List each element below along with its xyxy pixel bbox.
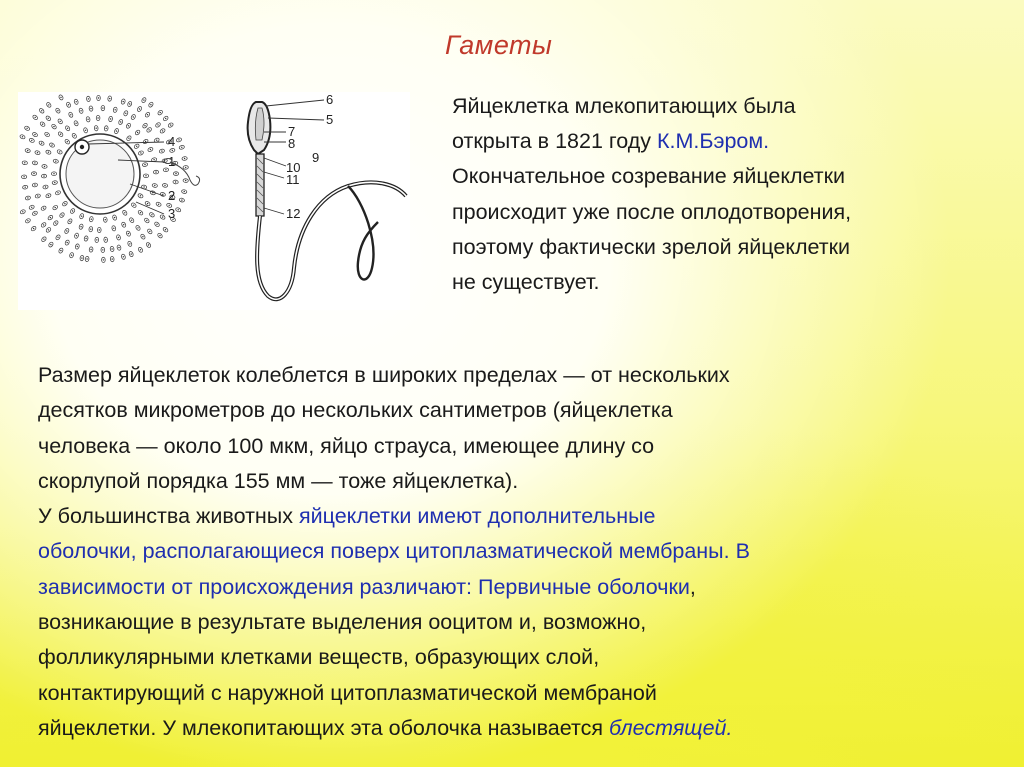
corona-cell-nucleus: [175, 181, 176, 182]
corona-cell-nucleus: [22, 136, 23, 137]
corona-cell-nucleus: [46, 134, 47, 135]
intro-line-1: Яйцеклетка млекопитающих была: [452, 94, 796, 118]
corona-cell-nucleus: [155, 171, 156, 172]
corona-cell-nucleus: [43, 239, 44, 240]
corona-cell-nucleus: [115, 109, 116, 110]
corona-cell-nucleus: [157, 124, 158, 125]
corona-cell-nucleus: [123, 101, 124, 102]
corona-cell-nucleus: [22, 211, 23, 212]
sperm-label-6: 6: [326, 92, 334, 107]
body-line-8: возникающие в результате выделения ооцитом и, возможно,: [38, 610, 647, 635]
corona-cell-nucleus: [151, 214, 152, 215]
corona-cell-nucleus: [54, 182, 55, 183]
corona-cell-nucleus: [67, 128, 68, 129]
corona-cell-nucleus: [113, 228, 114, 229]
corona-cell-nucleus: [128, 138, 129, 139]
corona-cell-nucleus: [110, 118, 111, 119]
corona-cell-nucleus: [50, 217, 51, 218]
body-line-10: контактирующий с наружной цитоплазматической мембраной: [38, 680, 657, 705]
corona-cell-nucleus: [154, 185, 155, 186]
corona-cell-nucleus: [102, 107, 103, 108]
corona-cell-nucleus: [34, 134, 35, 135]
corona-cell-nucleus: [90, 249, 91, 250]
corona-cell-nucleus: [33, 173, 34, 174]
corona-cell-nucleus: [165, 229, 166, 230]
corona-cell-nucleus: [48, 195, 49, 196]
body-paragraph: [38, 358, 1013, 746]
corona-cell-nucleus: [98, 97, 99, 98]
corona-cell-nucleus: [160, 112, 161, 113]
corona-cell-nucleus: [71, 255, 72, 256]
corona-cell-nucleus: [162, 194, 163, 195]
corona-cell-nucleus: [55, 222, 56, 223]
corona-cell-nucleus: [60, 134, 61, 135]
corona-cell-nucleus: [140, 195, 141, 196]
corona-cell-nucleus: [131, 220, 132, 221]
corona-cell-nucleus: [88, 98, 89, 99]
corona-cell-nucleus: [116, 130, 117, 131]
corona-cell-nucleus: [114, 217, 115, 218]
corona-cell-nucleus: [142, 236, 143, 237]
corona-cell-nucleus: [69, 221, 70, 222]
egg-label-3: 3: [168, 206, 176, 221]
corona-cell-nucleus: [43, 208, 44, 209]
corona-cell-nucleus: [165, 169, 166, 170]
body-line-1: Размер яйцеклеток колеблется в широких пределах — от нескольких: [38, 363, 730, 387]
corona-cell-nucleus: [31, 140, 32, 141]
egg-label-1: 1: [168, 154, 176, 169]
body-line-7-highlight: зависимости от происхождения различают: Первичные оболочки: [38, 574, 690, 599]
corona-cell-nucleus: [43, 224, 44, 225]
sperm-label-10: 10: [286, 160, 301, 175]
egg-label-4: 4: [168, 134, 176, 149]
corona-cell-nucleus: [60, 250, 61, 251]
egg-cell-nucleolus: [80, 145, 84, 149]
corona-cell-nucleus: [143, 99, 144, 100]
sperm-label-12: 12: [286, 206, 301, 221]
corona-cell-nucleus: [76, 235, 77, 236]
corona-cell-nucleus: [145, 141, 146, 142]
corona-cell-nucleus: [76, 101, 77, 102]
corona-cell-nucleus: [55, 161, 56, 162]
corona-cell-nucleus: [161, 150, 162, 151]
corona-cell-nucleus: [148, 129, 149, 130]
gamete-illustration: [18, 92, 410, 310]
corona-cell-nucleus: [178, 209, 179, 210]
corona-cell-nucleus: [48, 152, 49, 153]
corona-cell-nucleus: [90, 108, 91, 109]
corona-cell-nucleus: [131, 253, 132, 254]
corona-cell-nucleus: [48, 229, 49, 230]
corona-cell-nucleus: [103, 259, 104, 260]
corona-cell-nucleus: [55, 207, 56, 208]
corona-cell-nucleus: [125, 113, 126, 114]
corona-cell-nucleus: [170, 124, 171, 125]
corona-cell-nucleus: [66, 230, 67, 231]
corona-cell-nucleus: [80, 226, 81, 227]
corona-cell-nucleus: [26, 128, 27, 129]
sperm-label-11: 11: [286, 172, 300, 187]
corona-cell-nucleus: [162, 130, 163, 131]
corona-cell-nucleus: [50, 244, 51, 245]
corona-cell-nucleus: [35, 117, 36, 118]
body-line-7: [38, 570, 1013, 605]
corona-cell-nucleus: [102, 249, 103, 250]
corona-cell-nucleus: [149, 231, 150, 232]
corona-cell-nucleus: [44, 166, 45, 167]
corona-cell-nucleus: [156, 140, 157, 141]
corona-cell-nucleus: [128, 233, 129, 234]
corona-cell-nucleus: [97, 117, 98, 118]
corona-cell-nucleus: [147, 114, 148, 115]
corona-cell-nucleus: [53, 173, 54, 174]
term-shining: блестящей.: [608, 715, 733, 740]
egg-label-2: 2: [168, 188, 176, 203]
corona-cell-nucleus: [120, 121, 121, 122]
body-line-5: [38, 499, 1013, 534]
corona-cell-nucleus: [34, 162, 35, 163]
corona-cell-nucleus: [172, 150, 173, 151]
corona-cell-nucleus: [165, 118, 166, 119]
corona-cell-nucleus: [87, 119, 88, 120]
slide-title: Гаметы: [445, 30, 553, 60]
corona-cell-nucleus: [111, 248, 112, 249]
corona-cell-nucleus: [185, 180, 186, 181]
corona-cell-nucleus: [90, 229, 91, 230]
corona-cell-nucleus: [133, 116, 134, 117]
corona-cell-nucleus: [41, 143, 42, 144]
corona-cell-nucleus: [129, 103, 130, 104]
body-line-11: [38, 711, 1013, 746]
corona-cell-nucleus: [147, 203, 148, 204]
corona-cell-nucleus: [37, 152, 38, 153]
corona-cell-nucleus: [34, 184, 35, 185]
corona-cell-nucleus: [68, 104, 69, 105]
corona-cell-nucleus: [27, 197, 28, 198]
corona-cell-nucleus: [124, 212, 125, 213]
body-line-11-text: яйцеклетки. У млекопитающих эта оболочка называется: [38, 715, 609, 740]
corona-cell-nucleus: [185, 167, 186, 168]
corona-cell-nucleus: [57, 192, 58, 193]
corona-cell-nucleus: [128, 125, 129, 126]
corona-cell-nucleus: [112, 258, 113, 259]
corona-cell-nucleus: [99, 229, 100, 230]
corona-cell-nucleus: [27, 150, 28, 151]
corona-cell-nucleus: [61, 214, 62, 215]
corona-cell-nucleus: [105, 219, 106, 220]
sperm-label-5: 5: [326, 112, 334, 127]
corona-cell-nucleus: [156, 224, 157, 225]
corona-cell-nucleus: [145, 175, 146, 176]
corona-cell-nucleus: [45, 186, 46, 187]
body-line-7-text: ,: [689, 574, 696, 599]
corona-cell-nucleus: [105, 239, 106, 240]
corona-cell-nucleus: [181, 199, 182, 200]
corona-cell-nucleus: [60, 121, 61, 122]
corona-cell-nucleus: [153, 159, 154, 160]
corona-cell-nucleus: [150, 104, 151, 105]
corona-cell-nucleus: [123, 256, 124, 257]
body-line-4: скорлупой порядка 155 мм — тоже яйцеклетка).: [38, 468, 519, 493]
corona-cell-nucleus: [96, 128, 97, 129]
corona-cell-nucleus: [129, 243, 130, 244]
corona-cell-nucleus: [80, 110, 81, 111]
corona-cell-nucleus: [109, 98, 110, 99]
corona-cell-nucleus: [106, 128, 107, 129]
corona-cell-nucleus: [133, 205, 134, 206]
corona-cell-nucleus: [144, 164, 145, 165]
body-line-5-text: У большинства животных: [38, 504, 299, 529]
corona-cell-nucleus: [118, 247, 119, 248]
intro-paragraph: [452, 89, 1012, 300]
corona-cell-nucleus: [81, 216, 82, 217]
corona-cell-nucleus: [33, 228, 34, 229]
corona-cell-nucleus: [24, 162, 25, 163]
corona-cell-nucleus: [53, 126, 54, 127]
corona-cell-nucleus: [67, 141, 68, 142]
body-line-6: оболочки, располагающиеся поверх цитоплазматической мембраны. В: [38, 539, 750, 564]
corona-cell-nucleus: [158, 204, 159, 205]
corona-cell-nucleus: [72, 210, 73, 211]
corona-cell-nucleus: [162, 216, 163, 217]
corona-cell-nucleus: [144, 125, 145, 126]
intro-line-2-text: открыта в 1821 году: [452, 129, 658, 154]
corona-cell-nucleus: [118, 237, 119, 238]
corona-cell-nucleus: [48, 118, 49, 119]
corona-cell-nucleus: [85, 238, 86, 239]
corona-cell-nucleus: [85, 130, 86, 131]
corona-cell-nucleus: [143, 186, 144, 187]
corona-cell-nucleus: [86, 258, 87, 259]
corona-cell-nucleus: [184, 191, 185, 192]
sperm-label-8: 8: [288, 136, 296, 151]
corona-cell-nucleus: [64, 203, 65, 204]
sperm-label-7: 7: [288, 124, 296, 139]
body-line-3: человека — около 100 мкм, яйцо страуса, имеющее длину со: [38, 433, 655, 458]
body-line-2: десятков микрометров до нескольких сантиметров (яйцеклетка: [38, 398, 673, 423]
corona-cell-nucleus: [27, 220, 28, 221]
corona-cell-nucleus: [184, 158, 185, 159]
corona-cell-nucleus: [37, 195, 38, 196]
corona-cell-nucleus: [51, 144, 52, 145]
corona-cell-nucleus: [25, 187, 26, 188]
corona-cell-nucleus: [74, 135, 75, 136]
discoverer-name: К.М.Бэром.: [657, 129, 770, 154]
corona-cell-nucleus: [59, 151, 60, 152]
corona-cell-nucleus: [181, 147, 182, 148]
corona-cell-nucleus: [137, 132, 138, 133]
corona-cell-nucleus: [164, 185, 165, 186]
corona-cell-nucleus: [96, 239, 97, 240]
body-line-9: фолликулярными клетками веществ, образующих слой,: [38, 645, 600, 670]
sperm-label-9: 9: [312, 150, 320, 165]
corona-cell-nucleus: [91, 219, 92, 220]
intro-line-3: Окончательное созревание яйцеклетки: [452, 164, 846, 189]
corona-cell-nucleus: [175, 173, 176, 174]
corona-cell-nucleus: [139, 108, 140, 109]
intro-line-5: поэтому фактически зрелой яйцеклетки: [452, 234, 851, 259]
corona-cell-nucleus: [140, 152, 141, 153]
corona-cell-nucleus: [137, 227, 138, 228]
corona-cell-nucleus: [34, 213, 35, 214]
corona-cell-nucleus: [67, 242, 68, 243]
body-line-5-highlight: яйцеклетки имеют дополнительные: [298, 504, 656, 529]
corona-cell-nucleus: [57, 237, 58, 238]
corona-cell-nucleus: [150, 149, 151, 150]
intro-line-2: [452, 124, 1012, 159]
corona-cell-nucleus: [43, 175, 44, 176]
corona-cell-nucleus: [140, 212, 141, 213]
corona-cell-nucleus: [77, 246, 78, 247]
corona-cell-nucleus: [23, 176, 24, 177]
corona-cell-nucleus: [57, 110, 58, 111]
gamete-drawing: [18, 92, 410, 310]
corona-cell-nucleus: [41, 110, 42, 111]
corona-cell-nucleus: [146, 220, 147, 221]
corona-cell-nucleus: [70, 114, 71, 115]
intro-line-4: происходит уже после оплодотворения,: [452, 199, 852, 224]
corona-cell-nucleus: [140, 249, 141, 250]
corona-cell-nucleus: [60, 97, 61, 98]
corona-cell-nucleus: [123, 224, 124, 225]
corona-cell-nucleus: [178, 139, 179, 140]
intro-line-6: не существует.: [452, 270, 600, 295]
corona-cell-nucleus: [136, 146, 137, 147]
corona-cell-nucleus: [159, 235, 160, 236]
corona-cell-nucleus: [148, 244, 149, 245]
corona-cell-nucleus: [31, 207, 32, 208]
corona-cell-nucleus: [48, 104, 49, 105]
corona-cell-nucleus: [75, 123, 76, 124]
corona-cell-nucleus: [42, 124, 43, 125]
corona-cell-nucleus: [81, 257, 82, 258]
